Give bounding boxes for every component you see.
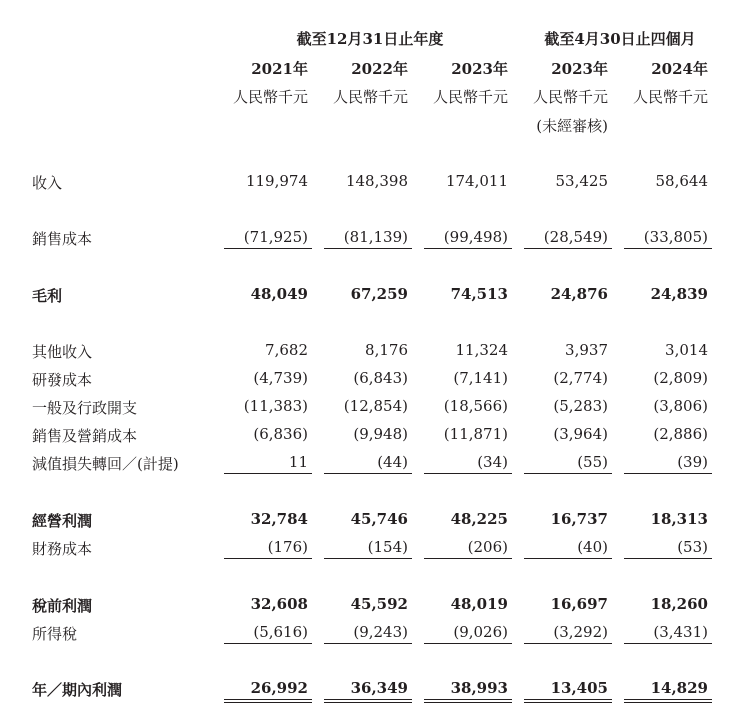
row-value: 18,313 — [650, 510, 708, 528]
row-value: 3,014 — [665, 341, 708, 359]
row-value: 38,993 — [450, 679, 508, 697]
row-value: (2,886) — [653, 425, 708, 443]
subtotal-rule — [624, 643, 712, 644]
row-value: (55) — [577, 453, 608, 471]
column-year: 2021年 — [251, 60, 308, 78]
column-year: 2024年 — [651, 60, 708, 78]
row-label: 財務成本 — [32, 540, 93, 558]
column-year: 2023年 — [451, 60, 508, 78]
row-value: (2,809) — [653, 369, 708, 387]
row-value: (3,964) — [553, 425, 608, 443]
subtotal-rule — [424, 248, 512, 249]
subtotal-rule — [224, 558, 312, 559]
subtotal-rule — [524, 248, 612, 249]
subtotal-rule — [324, 558, 412, 559]
row-value: 16,697 — [550, 595, 608, 613]
row-label: 減值損失轉回／(計提) — [32, 455, 179, 473]
row-value: 53,425 — [555, 172, 608, 190]
row-value: 7,682 — [265, 341, 308, 359]
row-value: 11 — [288, 453, 308, 471]
total-double-rule — [424, 699, 512, 703]
subtotal-rule — [624, 473, 712, 474]
row-value: (6,836) — [253, 425, 308, 443]
row-value: (28,549) — [543, 228, 608, 246]
subtotal-rule — [624, 558, 712, 559]
subtotal-rule — [624, 248, 712, 249]
row-value: 32,608 — [250, 595, 308, 613]
total-double-rule — [324, 699, 412, 703]
row-value: (81,139) — [343, 228, 408, 246]
row-value: 18,260 — [650, 595, 708, 613]
row-value: (33,805) — [643, 228, 708, 246]
row-label: 經營利潤 — [32, 512, 93, 530]
row-value: 24,839 — [650, 285, 708, 303]
row-value: (39) — [677, 453, 708, 471]
row-value: (206) — [467, 538, 508, 556]
row-value: (34) — [477, 453, 508, 471]
row-value: (3,292) — [553, 623, 608, 641]
subtotal-rule — [424, 473, 512, 474]
subtotal-rule — [324, 643, 412, 644]
row-value: (11,871) — [443, 425, 508, 443]
row-value: (176) — [267, 538, 308, 556]
row-value: 148,398 — [345, 172, 408, 190]
row-value: 32,784 — [250, 510, 308, 528]
column-unit: 人民幣千元 — [532, 88, 608, 106]
row-value: 48,049 — [250, 285, 308, 303]
subtotal-rule — [524, 558, 612, 559]
row-value: (40) — [577, 538, 608, 556]
subtotal-rule — [324, 248, 412, 249]
row-label: 一般及行政開支 — [32, 399, 138, 417]
row-value: (44) — [377, 453, 408, 471]
row-value: 174,011 — [445, 172, 508, 190]
column-year: 2022年 — [351, 60, 408, 78]
column-unit: 人民幣千元 — [632, 88, 708, 106]
row-value: (9,243) — [353, 623, 408, 641]
row-value: 11,324 — [455, 341, 508, 359]
row-value: 14,829 — [650, 679, 708, 697]
total-double-rule — [624, 699, 712, 703]
subtotal-rule — [424, 643, 512, 644]
row-value: (7,141) — [453, 369, 508, 387]
row-value: (3,431) — [653, 623, 708, 641]
column-unit: 人民幣千元 — [232, 88, 308, 106]
row-value: 74,513 — [450, 285, 508, 303]
row-value: 24,876 — [550, 285, 608, 303]
row-value: 119,974 — [245, 172, 308, 190]
row-label: 收入 — [32, 174, 63, 192]
row-label: 稅前利潤 — [32, 597, 93, 615]
column-unit: 人民幣千元 — [432, 88, 508, 106]
subtotal-rule — [224, 643, 312, 644]
row-value: 8,176 — [365, 341, 408, 359]
row-value: (11,383) — [243, 397, 308, 415]
period-header-four-months: 截至4月30日止四個月 — [544, 30, 696, 48]
row-value: (3,806) — [653, 397, 708, 415]
row-value: 45,592 — [350, 595, 408, 613]
subtotal-rule — [224, 248, 312, 249]
row-value: (154) — [367, 538, 408, 556]
column-note-unaudited: (未經審核) — [536, 117, 608, 135]
row-label: 所得稅 — [32, 625, 78, 643]
row-value: (5,616) — [253, 623, 308, 641]
row-label: 研發成本 — [32, 371, 93, 389]
subtotal-rule — [524, 643, 612, 644]
row-value: (18,566) — [443, 397, 508, 415]
subtotal-rule — [424, 558, 512, 559]
row-value: (6,843) — [353, 369, 408, 387]
row-label: 年／期內利潤 — [32, 681, 123, 699]
row-value: 36,349 — [350, 679, 408, 697]
row-label: 毛利 — [32, 287, 63, 305]
period-header-full-year: 截至12月31日止年度 — [296, 30, 444, 48]
row-label: 銷售成本 — [32, 230, 93, 248]
row-value: (9,026) — [453, 623, 508, 641]
row-value: 13,405 — [550, 679, 608, 697]
row-value: 48,019 — [450, 595, 508, 613]
row-value: (71,925) — [243, 228, 308, 246]
row-value: 16,737 — [550, 510, 608, 528]
row-value: 26,992 — [250, 679, 308, 697]
row-label: 銷售及營銷成本 — [32, 427, 138, 445]
row-value: 48,225 — [450, 510, 508, 528]
column-unit: 人民幣千元 — [332, 88, 408, 106]
row-value: (99,498) — [443, 228, 508, 246]
subtotal-rule — [524, 473, 612, 474]
row-label: 其他收入 — [32, 343, 93, 361]
row-value: 67,259 — [350, 285, 408, 303]
row-value: (12,854) — [343, 397, 408, 415]
row-value: (4,739) — [253, 369, 308, 387]
row-value: (5,283) — [553, 397, 608, 415]
row-value: 58,644 — [655, 172, 708, 190]
subtotal-rule — [324, 473, 412, 474]
column-year: 2023年 — [551, 60, 608, 78]
row-value: 45,746 — [350, 510, 408, 528]
row-value: (53) — [677, 538, 708, 556]
subtotal-rule — [224, 473, 312, 474]
row-value: (2,774) — [553, 369, 608, 387]
total-double-rule — [224, 699, 312, 703]
total-double-rule — [524, 699, 612, 703]
row-value: 3,937 — [565, 341, 608, 359]
row-value: (9,948) — [353, 425, 408, 443]
